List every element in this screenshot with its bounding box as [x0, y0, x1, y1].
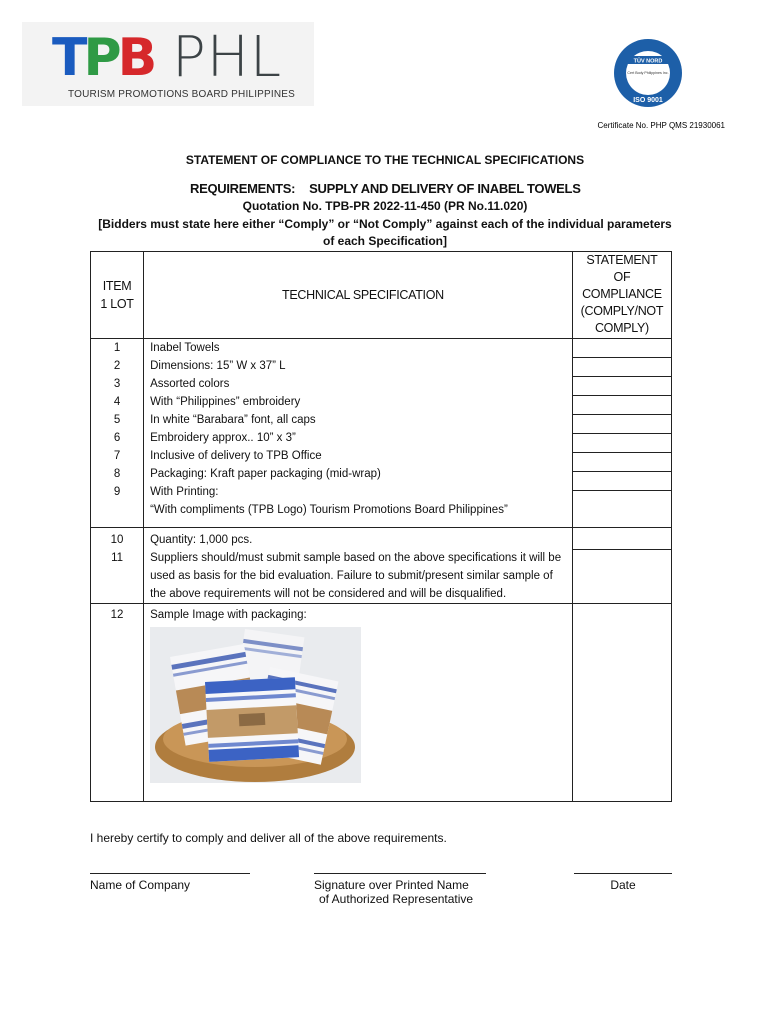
header-technical-specification: TECHNICAL SPECIFICATION [144, 252, 573, 339]
certification-statement: I hereby certify to comply and deliver all of the above requirements. [90, 831, 447, 845]
table-header-row [91, 252, 672, 339]
requirements-line [190, 181, 581, 196]
date-signature-block [574, 861, 672, 892]
specification-table [90, 251, 672, 802]
spec-item-5: In white “Barabara” font, all caps [150, 414, 316, 426]
header-statement-of-compliance: STATEMENT OF COMPLIANCE (COMPLY/NOT COMPLY) [572, 252, 671, 339]
compliance-cell-2[interactable] [573, 358, 671, 377]
spec-item-10: Quantity: 1,000 pcs. [150, 534, 253, 546]
compliance-cells-10-11 [572, 528, 671, 604]
date-line[interactable] [574, 861, 672, 874]
spec-item-6: Embroidery approx.. 10” x 3” [150, 432, 296, 444]
phl-logo-text: PHL [172, 25, 283, 90]
item-numbers-1-9: 1 2 3 4 5 6 7 8 9 [91, 339, 144, 528]
item-numbers-10-11: 10 11 [91, 528, 144, 604]
spec-item-8: Packaging: Kraft paper packaging (mid-wrap) [150, 468, 381, 480]
table-row-12 [91, 604, 672, 802]
compliance-cell-11[interactable] [573, 550, 671, 602]
spec-item-2: Dimensions: 15” W x 37” L [150, 360, 286, 372]
instruction-line-1: [Bidders must state here either “Comply” or “Not Comply” against each of the individual parameters [98, 217, 672, 231]
tuv-brand-text: TÜV NORD [633, 58, 663, 65]
header-item: ITEM 1 LOT [91, 252, 144, 339]
date-label: Date [610, 878, 636, 892]
signature-line[interactable] [314, 861, 486, 874]
compliance-cell-5[interactable] [573, 415, 671, 434]
spec-item-11: Suppliers should/must submit sample based on the above specifications it will be used as basis for the bid evaluation. Failure to submit/present similar sample of the above requirements will not be considered and will be disqualified. [150, 552, 562, 600]
table-row-group-2 [91, 528, 672, 604]
spec-item-7: Inclusive of delivery to TPB Office [150, 450, 322, 462]
representative-signature-block [314, 861, 486, 906]
compliance-cell-1[interactable] [573, 339, 671, 358]
sample-towel-image [150, 627, 361, 783]
spec-item-9: With Printing: [150, 486, 219, 498]
logo-subtitle: TOURISM PROMOTIONS BOARD PHILIPPINES [68, 89, 296, 100]
tpb-logo [22, 22, 314, 106]
signature-label-2: of Authorized Representative [319, 892, 474, 906]
tuv-nord-iso-badge [613, 38, 683, 108]
spec-item-12: Sample Image with packaging: [150, 609, 307, 621]
compliance-cells-1-9 [572, 339, 671, 528]
spec-item-3: Assorted colors [150, 378, 230, 390]
spec-item-12-cell [144, 604, 573, 802]
company-name-line[interactable] [90, 861, 250, 874]
spec-text-10-11 [144, 528, 573, 604]
spec-item-9-detail: “With compliments (TPB Logo) Tourism Promotions Board Philippines” [150, 504, 508, 516]
spec-text-1-9 [144, 339, 573, 528]
requirements-value: SUPPLY AND DELIVERY OF INABEL TOWELS [309, 181, 581, 196]
table-row-group-1 [91, 339, 672, 528]
tuv-inner-text: Cert Body Philippines Inc. [627, 71, 669, 75]
compliance-cell-3[interactable] [573, 377, 671, 396]
compliance-cell-6[interactable] [573, 434, 671, 453]
company-name-label: Name of Company [90, 878, 191, 892]
compliance-cell-7[interactable] [573, 453, 671, 472]
item-number-12: 12 [91, 604, 144, 802]
compliance-cell-12[interactable] [572, 604, 671, 802]
requirements-label: REQUIREMENTS: [190, 181, 296, 196]
spec-item-4: With “Philippines” embroidery [150, 396, 301, 408]
tpb-logo-mark: TPB [52, 28, 154, 88]
compliance-cell-10[interactable] [573, 531, 671, 550]
spec-item-1: Inabel Towels [150, 342, 220, 354]
company-signature-block [90, 861, 250, 892]
compliance-cell-9[interactable] [573, 491, 671, 527]
bidder-instruction [90, 216, 680, 250]
instruction-line-2: of each Specification] [322, 234, 448, 248]
document-title: STATEMENT OF COMPLIANCE TO THE TECHNICAL SPECIFICATIONS [185, 153, 585, 167]
compliance-cell-4[interactable] [573, 396, 671, 415]
iso-standard-text: ISO 9001 [633, 97, 663, 104]
signature-label-1: Signature over Printed Name [314, 878, 469, 892]
compliance-cell-8[interactable] [573, 472, 671, 491]
certificate-number: Certificate No. PHP QMS 21930061 [597, 121, 725, 130]
quotation-number: Quotation No. TPB-PR 2022-11-450 (PR No.11.020) [242, 199, 528, 213]
